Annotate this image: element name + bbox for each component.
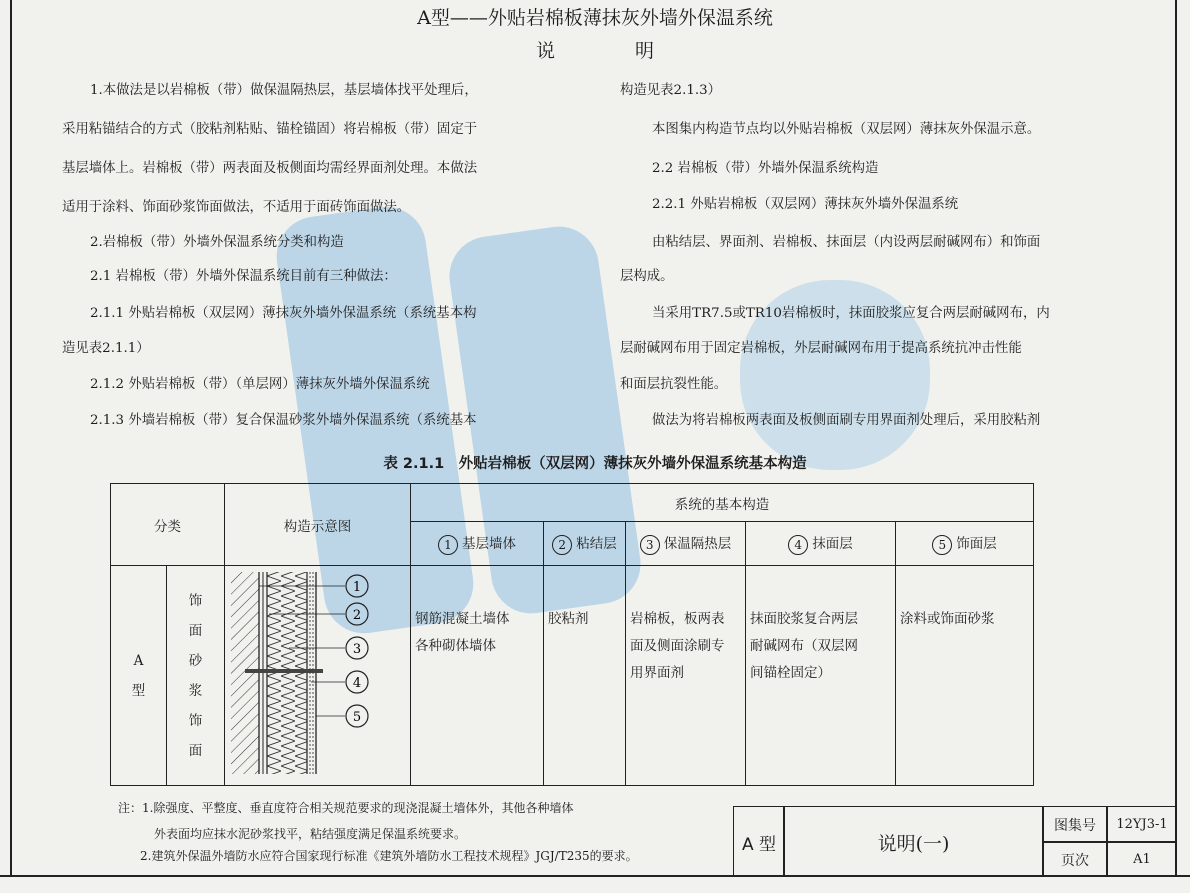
- layer-name: 基层墙体: [462, 536, 516, 553]
- finish-char: 饰: [188, 712, 203, 729]
- cell-insulation-layer: [626, 566, 746, 786]
- titleblock-atlas-label: 图集号: [1054, 817, 1096, 834]
- cell-finish-layer: [896, 566, 1034, 786]
- cell-line: 面及侧面涂刷专: [630, 638, 725, 654]
- row-finish-cell: [167, 566, 225, 786]
- cell-line: 用界面剂: [630, 665, 684, 681]
- cell-line: 各种砌体墙体: [415, 638, 496, 654]
- diagram-label: 5: [352, 710, 362, 725]
- page-border-right: [1175, 0, 1177, 876]
- layer-number-badge: 5: [932, 535, 952, 555]
- header-category: 分类: [111, 484, 225, 566]
- diagram-label: 1: [352, 580, 362, 595]
- body-line: 层构成。: [620, 269, 674, 284]
- titleblock-type: A 型: [741, 834, 777, 855]
- body-line: 适用于涂料、饰面砂浆饰面做法，不适用于面砖饰面做法。: [62, 200, 411, 215]
- header-layer-1: [411, 522, 544, 566]
- body-line: 层耐碱网布用于固定岩棉板，外层耐碱网布用于提高系统抗冲击性能: [620, 341, 1022, 356]
- layer-name: 抹面层: [812, 536, 853, 553]
- body-line: 基层墙体上。岩棉板（带）两表面及板侧面均需经界面剂处理。本做法: [62, 161, 478, 176]
- layer-name: 保温隔热层: [663, 536, 732, 553]
- titleblock-page-value: A1: [1133, 852, 1151, 867]
- table-caption: 表 2.1.1 外贴岩棉板（双层网）薄抹灰外墙外保温系统基本构造: [383, 456, 807, 472]
- body-line: 2.1.1 外贴岩棉板（双层网）薄抹灰外墙外保温系统（系统基本构: [90, 306, 477, 321]
- cell-line: 间锚栓固定）: [750, 665, 831, 681]
- note-line: 外表面均应抹水泥砂浆找平，粘结强度满足保温系统要求。: [154, 827, 467, 841]
- cell-base-wall: [411, 566, 544, 786]
- header-diagram: 构造示意图: [225, 484, 411, 566]
- note-line: 2.建筑外保温外墙防水应符合国家现行标准《建筑外墙防水工程技术规程》JGJ/T235的要求。: [140, 849, 638, 863]
- cell-line: 胶粘剂: [548, 611, 589, 627]
- body-line: 2.2.1 外贴岩棉板（双层网）薄抹灰外墙外保温系统: [652, 197, 959, 212]
- body-line: 构造见表2.1.3）: [620, 83, 722, 98]
- body-line: 当采用TR7.5或TR10岩棉板时，抹面胶浆应复合两层耐碱网布，内: [652, 306, 1050, 321]
- body-line: 2.2 岩棉板（带）外墙外保温系统构造: [652, 161, 879, 176]
- titleblock-atlas-value: 12YJ3-1: [1116, 817, 1168, 832]
- row-type-b: 型: [131, 682, 146, 699]
- layer-number-badge: 3: [640, 535, 660, 555]
- wall-section-diagram: [225, 566, 405, 781]
- header-layer-3: [626, 522, 746, 566]
- body-line: 由粘结层、界面剂、岩棉板、抹面层（内设两层耐碱网布）和饰面: [652, 235, 1041, 250]
- layer-number-badge: 4: [788, 535, 808, 555]
- cell-line: 岩棉板，板两表: [630, 611, 725, 627]
- cell-render-layer: [746, 566, 896, 786]
- finish-char: 面: [188, 622, 203, 639]
- header-system: 系统的基本构造: [411, 484, 1034, 522]
- titleblock-name: 说明(一): [877, 832, 950, 855]
- header-layer-5: [896, 522, 1034, 566]
- note-line: 注：1.除强度、平整度、垂直度符合相关规范要求的现浇混凝土墙体外，其他各种墙体: [118, 801, 574, 815]
- page-border-left: [10, 0, 12, 876]
- diagram-label: 4: [352, 676, 362, 691]
- construction-table: [110, 483, 1034, 786]
- finish-char: 面: [188, 742, 203, 759]
- body-line: 采用粘锚结合的方式（胶粘剂粘贴、锚栓锚固）将岩棉板（带）固定于: [62, 122, 478, 137]
- body-line: 1.本做法是以岩棉板（带）做保温隔热层，基层墙体找平处理后，: [90, 83, 478, 98]
- cell-bond-layer: [544, 566, 626, 786]
- body-line: 2.1.2 外贴岩棉板（带）（单层网）薄抹灰外墙外保温系统: [90, 377, 430, 392]
- layer-number-badge: 1: [438, 535, 458, 555]
- body-line: 本图集内构造节点均以外贴岩棉板（双层网）薄抹灰外保温示意。: [652, 122, 1041, 137]
- cell-line: 钢筋混凝土墙体: [415, 611, 510, 627]
- header-layer-2: [544, 522, 626, 566]
- page-subtitle: 说明: [535, 40, 734, 62]
- wall-section-diagram-cell: [225, 566, 411, 786]
- cell-line: 抹面胶浆复合两层: [750, 611, 858, 627]
- row-type-a: A: [133, 652, 144, 669]
- finish-char: 饰: [188, 592, 203, 609]
- anchor-bolt: [245, 669, 323, 673]
- row-type-cell: [111, 566, 167, 786]
- layer-number-badge: 2: [552, 535, 572, 555]
- body-line: 做法为将岩棉板两表面及板侧面刷专用界面剂处理后，采用胶粘剂: [652, 413, 1041, 428]
- body-line: 2.岩棉板（带）外墙外保温系统分类和构造: [90, 235, 344, 250]
- body-line: 2.1 岩棉板（带）外墙外保温系统目前有三种做法：: [90, 269, 397, 284]
- body-line: 2.1.3 外墙岩棉板（带）复合保温砂浆外墙外保温系统（系统基本: [90, 413, 477, 428]
- header-layer-4: [746, 522, 896, 566]
- layer-name: 粘结层: [576, 536, 617, 553]
- titleblock-page-label: 页次: [1061, 852, 1089, 869]
- body-line: 造见表2.1.1）: [62, 341, 150, 356]
- cell-line: 涂料或饰面砂浆: [900, 611, 995, 627]
- body-line: 和面层抗裂性能。: [620, 377, 728, 392]
- finish-char: 砂: [188, 652, 203, 669]
- diagram-label: 3: [352, 642, 362, 657]
- finish-char: 浆: [188, 682, 203, 699]
- diagram-label: 2: [352, 608, 362, 623]
- page-title: A型——外贴岩棉板薄抹灰外墙外保温系统: [417, 7, 773, 29]
- cell-line: 耐碱网布（双层网: [750, 638, 858, 654]
- layer-name: 饰面层: [956, 536, 997, 553]
